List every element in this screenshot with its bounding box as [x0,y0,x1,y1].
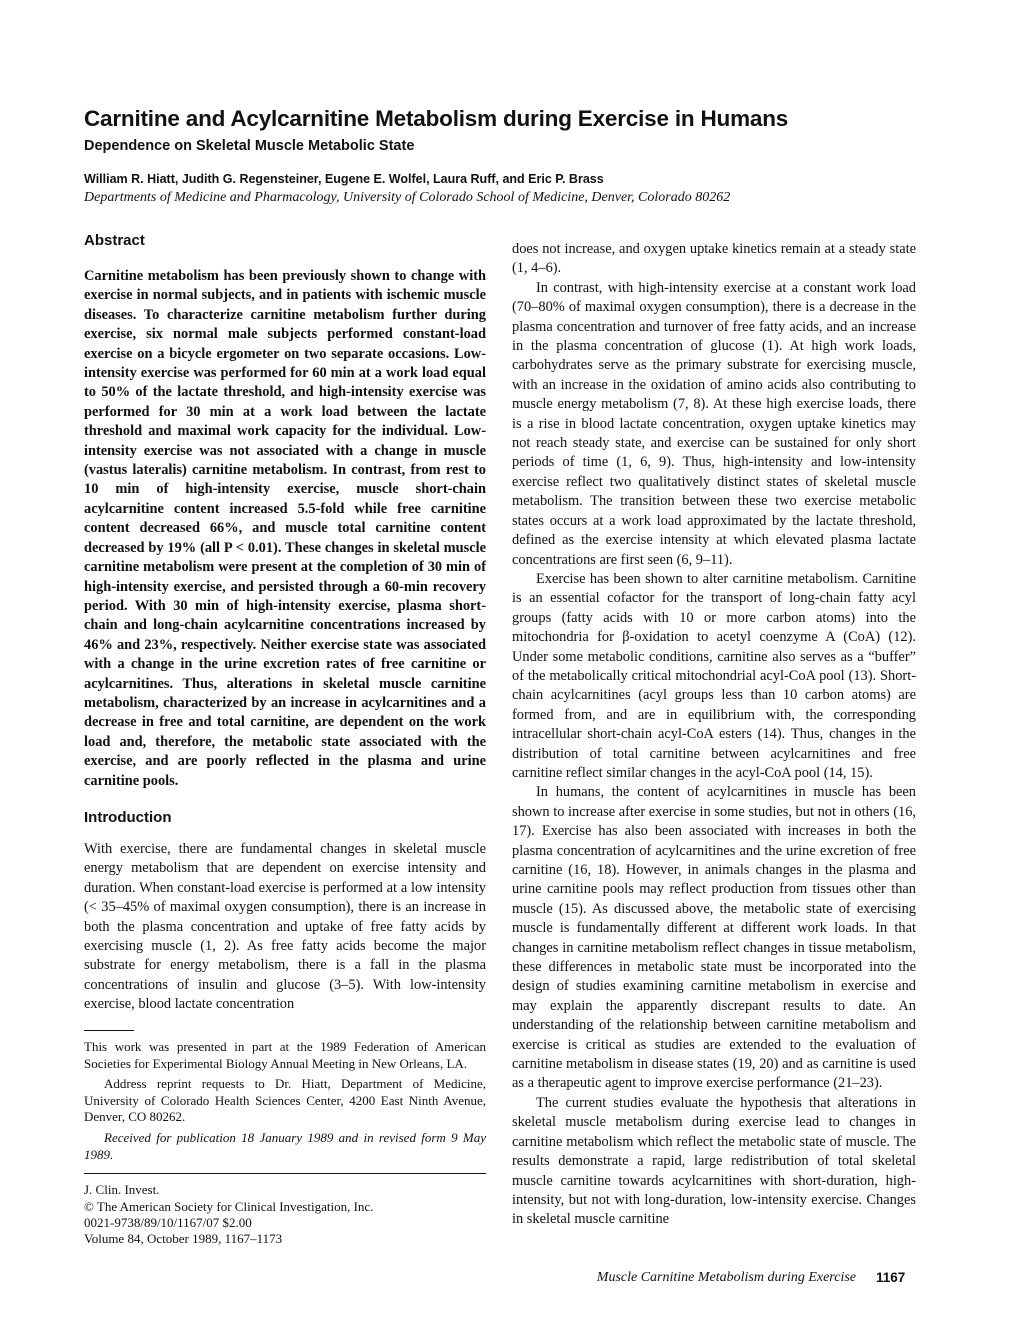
footnote-received: Received for publication 18 January 1989 and in revised form 9 May 1989. [84,1129,486,1162]
footnote-divider [84,1173,486,1174]
copyright-line: © The American Society for Clinical Investigation, Inc. [84,1198,374,1214]
right-paragraph-5: The current studies evaluate the hypothesis that alterations in skeletal muscle metabolism during exercise lead to changes in carnitine metabolism which reflect the metabolic state of muscle. The results demonstrate a rapid, large redistribution of total skeletal muscle carnitine towards acylcarnitines with short-duration, high-intensity, but not with long-duration, low-intensity exercise. Changes in skeletal muscle carnitine [512,1094,916,1228]
right-column [512,240,916,1230]
footnote-address: Address reprint requests to Dr. Hiatt, Department of Medicine, University of Colorado Health Sciences Center, 4200 East Ninth Avenue, Denver, CO 80262. [84,1076,486,1125]
journal-name: J. Clin. Invest. [84,1182,160,1198]
introduction-text: With exercise, there are fundamental changes in skeletal muscle energy metabolism that are dependent on exercise intensity and duration. When constant-load exercise is performed at a low intensity (< 35–45% of maximal oxygen consumption), there is an increase in both the plasma concentration and uptake of free fatty acids by exercising muscle (1, 2). As free fatty acids become the major substrate for energy metabolism, there is a fall in the plasma concentrations of insulin and glucose (3–5). With low-intensity exercise, blood lactate concentration [84,840,486,1013]
abstract-heading: Abstract [84,232,145,249]
footnote-presented: This work was presented in part at the 1989 Federation of American Societies for Experimental Biology Annual Meeting in New Orleans, LA. [84,1039,486,1071]
right-paragraph-1: does not increase, and oxygen uptake kinetics remain at a steady state (1, 4–6). [512,241,916,277]
abstract-text: Carnitine metabolism has been previously shown to change with exercise in normal subjects, and in patients with ischemic muscle diseases. To characterize carnitine metabolism further during exercise, six normal male subjects performed constant-load exercise on a bicycle ergometer on two separate occasions. Low-intensity exercise was performed for 60 min at a work load equal to 50% of the lactate threshold, and high-intensity exercise was performed for 30 min at a work load between the lactate threshold and maximal work capacity for the individual. Low-intensity exercise was not associated with a change in muscle (vastus lateralis) carnitine metabolism. In contrast, from rest to 10 min of high-intensity exercise, muscle short-chain acylcarnitine content increased 5.5-fold while free carnitine content decreased 66%, and muscle total carnitine content decreased by 19% (all P < 0.01). These changes in skeletal muscle carnitine metabolism were present at the completion of 30 min of high-intensity exercise, and persisted through a 60-min recovery period. With 30 min of high-intensity exercise, plasma short-chain and long-chain acylcarnitine concentrations increased by 46% and 23%, respectively. Neither exercise state was associated with a change in the urine excretion rates of free carnitine or acylcarnitines. Thus, alterations in skeletal muscle carnitine metabolism, characterized by an increase in acylcarnitines and a decrease in free and total carnitine, are dependent on the work load and, therefore, the metabolic state associated with the exercise, and are poorly reflected in the plasma and urine carnitine pools. [84,268,486,789]
right-paragraph-2: In contrast, with high-intensity exercise at a constant work load (70–80% of maximal oxygen consumption), there is a decrease in the plasma concentration and turnover of free fatty acids, and an increase in the plasma concentration of glucose (1). At high work loads, carbohydrates serve as the primary substrate for exercising muscle, with an increase in the oxidation of amino acids also contributing to muscle energy metabolism (7, 8). At these high exercise loads, there is a rise in blood lactate concentration, oxygen uptake kinetics may not reach steady state, and exercise can be sustained for only short periods of time (1, 6, 9). Thus, high-intensity and low-intensity exercise reflect two qualitatively distinct states of skeletal muscle metabolism. The transition between these two exercise metabolic states occurs at a work load approximated by the lactate threshold, defined as the exercise intensity at which elevated plasma lactate concentrations are first seen (6, 9–11). [512,279,916,568]
introduction-heading: Introduction [84,808,172,826]
author-list: William R. Hiatt, Judith G. Regensteiner, Eugene E. Wolfel, Laura Ruff, and Eric P. Brass [84,172,604,186]
affiliation: Departments of Medicine and Pharmacology, University of Colorado School of Medicine, Denver, Colorado 80262 [84,190,731,205]
page-number: 1167 [876,1270,906,1285]
volume-line: Volume 84, October 1989, 1167–1173 [84,1231,283,1247]
article-title: Carnitine and Acylcarnitine Metabolism during Exercise in Humans [84,106,789,131]
footnote-rule [84,1030,134,1031]
article-subtitle: Dependence on Skeletal Muscle Metabolic State [84,138,415,154]
footnotes [84,1030,486,1248]
running-title: Muscle Carnitine Metabolism during Exercise [596,1270,856,1285]
issn-line: 0021-9738/89/10/1167/07 $2.00 [84,1214,252,1230]
right-paragraph-4: In humans, the content of acylcarnitines in muscle has been shown to increase after exercise in some studies, but not in others (16, 17). Exercise has also been associated with increases in both the plasma concentration of acylcarnitines and the urine excretion of free carnitine (16, 18). However, in animals changes in the plasma and urine carnitine pools may reflect production from tissues other than muscle (15). As discussed above, the metabolic state of exercising muscle is fundamentally different at different work loads. In that changes in carnitine metabolism reflect changes in tissue metabolism, these differences in metabolic state must be incorporated into the design of studies examining carnitine metabolism in exercise and may explain the apparently discrepant results to date. An understanding of the relationship between carnitine metabolism and exercise is critical as studies are extended to the evaluation of carnitine metabolism in disease states (19, 20) and as carnitine is used as a therapeutic agent to improve exercise performance (21–23). [512,784,916,1092]
left-column [84,232,486,1015]
right-paragraph-3: Exercise has been shown to alter carnitine metabolism. Carnitine is an essential cofactor for the transport of long-chain fatty acyl groups (fatty acids with 10 or more carbon atoms) into the mitochondria for β-oxidation to acetyl coenzyme A (CoA) (12). Under some metabolic conditions, carnitine also serves as a “buffer” of the metabolically critical mitochondrial acyl-CoA pool (13). Short-chain acylcarnitines (acyl groups less than 10 carbon atoms) are formed from, and are in equilibrium with, the corresponding intracellular short-chain acyl-CoA esters (14). Thus, changes in the distribution of total carnitine between acylcarnitines and free carnitine reflect similar changes in the acyl-CoA pool (14, 15). [512,570,916,781]
